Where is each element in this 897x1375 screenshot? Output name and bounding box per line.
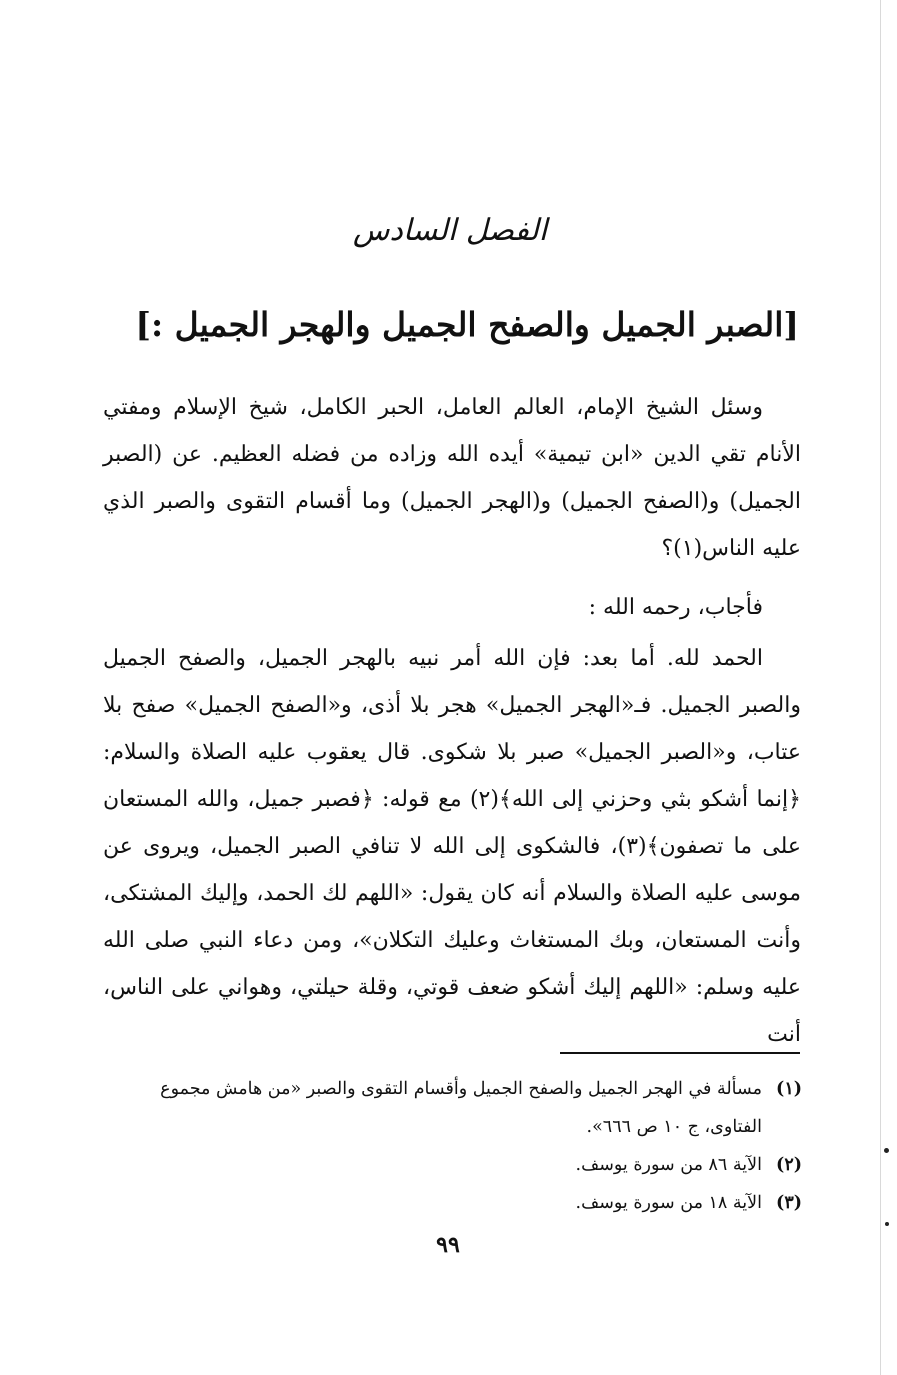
footnote-3 xyxy=(100,1184,802,1222)
footnote-number: (١) xyxy=(776,1079,802,1099)
footnote-separator xyxy=(560,1052,800,1054)
paragraph-answer: الحمد لله. أما بعد: فإن الله أمر نبيه بالهجر الجميل، والصفح الجميل والصبر الجميل. فـ«الهجر الجميل» هجر بلا أذى، و«الصفح الجميل» صفح بلا عتاب، و«الصبر الجميل» صبر بلا شكوى. قال يعقوب عليه الصلاة والسلام: ﴿إنما أشكو بثي وحزني إلى الله﴾(٢) مع قوله: ﴿فصبر جميل، والله المستعان على ما تصفون﴾(٣)، فالشكوى إلى الله لا تنافي الصبر الجميل، ويروى عن موسى عليه الصلاة والسلام أنه كان يقول: «اللهم لك الحمد، وإليك المشتكى، وأنت المستعان، وبك المستغاث وعليك التكلان»، ومن دعاء النبي صلى الله عليه وسلم: «اللهم إليك أشكو ضعف قوتي، وقلة حيلتي، وهواني على الناس، أنت xyxy=(103,646,802,1047)
footnote-1 xyxy=(100,1070,802,1146)
footnote-number: (٢) xyxy=(776,1155,802,1175)
footnote-text: الآية ١٨ من سورة يوسف. xyxy=(575,1193,762,1213)
footnote-2 xyxy=(100,1146,802,1184)
section-title: [الصبر الجميل والصفح الجميل والهجر الجميل :] xyxy=(135,305,799,344)
scan-speck xyxy=(884,1148,889,1153)
chapter-title: الفصل السادس xyxy=(352,213,548,248)
footnote-text: مسألة في الهجر الجميل والصفح الجميل وأقسام التقوى والصبر «من هامش مجموع الفتاوى، ج ١٠ ص ٦٦٦». xyxy=(160,1079,762,1137)
body-text xyxy=(103,384,801,1058)
footnote-text: الآية ٨٦ من سورة يوسف. xyxy=(575,1155,762,1175)
page-edge-line xyxy=(880,0,881,1375)
scan-speck xyxy=(885,1222,889,1226)
footnotes xyxy=(100,1070,802,1222)
page-number: ٩٩ xyxy=(436,1232,460,1258)
footnote-number: (٣) xyxy=(776,1193,802,1213)
paragraph-question: وسئل الشيخ الإمام، العالم العامل، الحبر الكامل، شيخ الإسلام ومفتي الأنام تقي الدين «ابن تيمية» أيده الله وزاده من فضله العظيم. عن (الصبر الجميل) و(الصفح الجميل) و(الهجر الجميل) وما أقسام التقوى والصبر الذي عليه الناس(١)؟ xyxy=(103,395,801,561)
paragraph-answer-intro: فأجاب، رحمه الله : xyxy=(588,595,763,620)
